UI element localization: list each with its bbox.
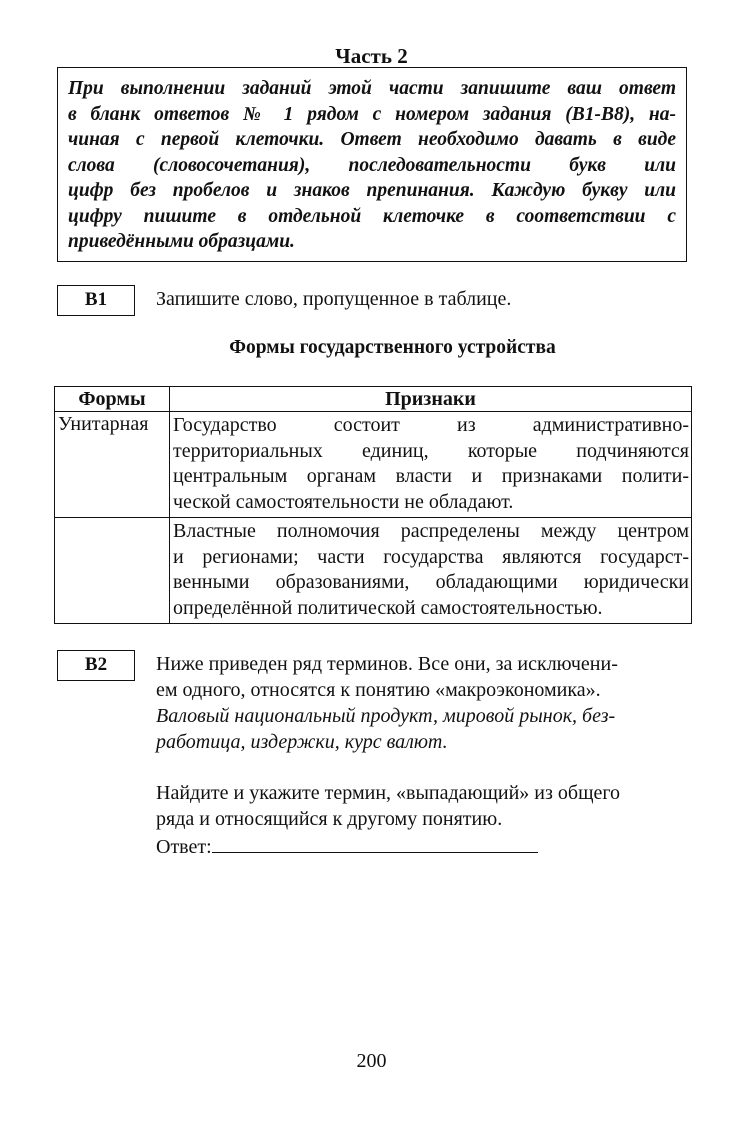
b2-terms-line: Валовый национальный продукт, мировой рынок, без- xyxy=(156,705,616,727)
header-forms: Формы xyxy=(55,387,170,412)
task-label-b1: В1 xyxy=(57,285,135,316)
task-label-b2: В2 xyxy=(57,650,135,681)
table-title: Формы государственного устройства xyxy=(229,337,556,358)
b2-task-line: ряда и относящийся к другому понятию. xyxy=(156,808,503,830)
instruction-line: При выполнении заданий этой части запишите ваш ответ xyxy=(68,78,676,99)
sign-line: определённой политической самостоятельностью. xyxy=(173,596,603,619)
part-title: Часть 2 xyxy=(335,44,408,68)
b2-intro-line: ем одного, относятся к понятию «макроэкономика». xyxy=(156,679,601,701)
answer-row xyxy=(156,832,686,860)
page-number: 200 xyxy=(356,1050,387,1072)
sign-line: ческой самостоятельности не обладают. xyxy=(173,490,514,513)
sign-line: Государство состоит из административно- xyxy=(173,414,689,436)
instruction-line: чиная с первой клеточки. Ответ необходимо давать в виде xyxy=(68,129,676,150)
sign-line: венными образованиями, обладающими юридически xyxy=(173,571,689,593)
form-cell-missing xyxy=(55,518,170,624)
b2-task xyxy=(156,780,686,860)
sign-line: Властные полномочия распределены между центром xyxy=(173,520,689,542)
sign-line: территориальных единиц, которые подчиняются xyxy=(173,439,689,462)
instruction-line: приведёнными образцами. xyxy=(68,231,295,252)
forms-table xyxy=(54,386,692,624)
sign-line: центральным органам власти и признаками полити- xyxy=(173,465,689,487)
instruction-line: слова (словосочетания), последовательности букв или xyxy=(68,154,676,176)
sign-cell xyxy=(170,518,692,624)
instruction-line: в бланк ответов № 1 рядом с номером задания (В1-В8), на- xyxy=(68,103,676,125)
b2-intro-line: Ниже приведен ряд терминов. Все они, за исключени- xyxy=(156,653,618,675)
instruction-line: цифру пишите в отдельной клеточке в соответствии с xyxy=(68,205,676,227)
form-cell: Унитарная xyxy=(55,412,170,518)
b2-terms-line: работица, издержки, курс валют. xyxy=(156,731,448,753)
b2-body xyxy=(156,651,676,755)
instruction-line: цифр без пробелов и знаков препинания. Каждую букву или xyxy=(68,180,676,201)
b1-prompt: Запишите слово, пропущенное в таблице. xyxy=(156,288,512,310)
answer-label: Ответ: xyxy=(156,836,212,858)
sign-cell xyxy=(170,412,692,518)
b2-task-line: Найдите и укажите термин, «выпадающий» из общего xyxy=(156,782,621,804)
header-signs: Признаки xyxy=(170,387,692,412)
answer-line[interactable] xyxy=(212,832,538,853)
instructions-box xyxy=(57,67,687,262)
sign-line: и регионами; части государства являются государст- xyxy=(173,545,689,568)
table-row xyxy=(55,412,692,518)
table-row xyxy=(55,518,692,624)
table-header-row xyxy=(55,387,692,412)
